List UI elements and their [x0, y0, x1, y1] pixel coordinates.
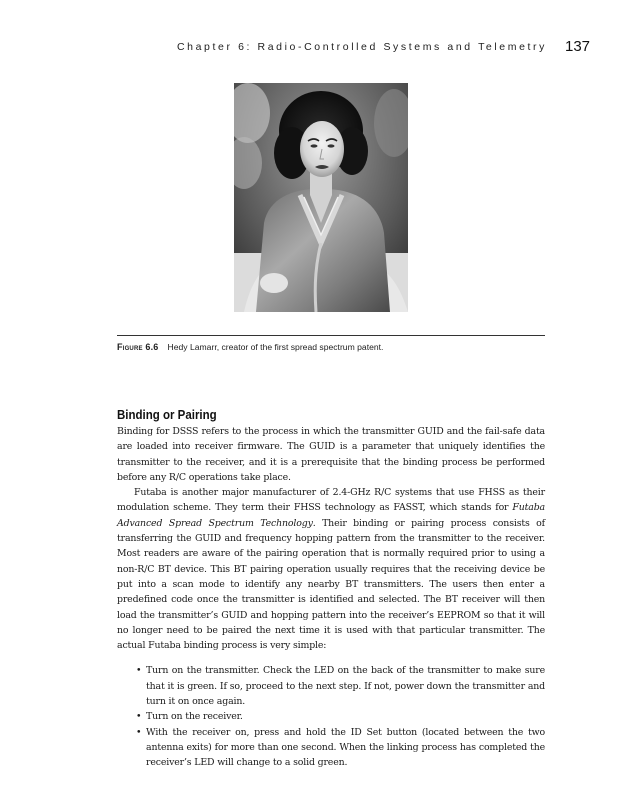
paragraph-futaba: [117, 485, 545, 653]
figure-caption: [117, 342, 545, 352]
bullet-icon: •: [136, 711, 142, 723]
list-item: [117, 663, 545, 709]
binding-steps-list: [117, 663, 545, 770]
list-item-text: Turn on the transmitter. Check the LED on the back of the transmitter to make sure that it is green. If so, proceed to the next step. If not, power down the transmitter and turn it on once again.: [146, 665, 545, 708]
paragraph-futaba-italic: Futaba Advanced Spread Spectrum Technology: [117, 502, 545, 529]
caption-rule: [117, 335, 545, 336]
portrait-photo-icon: [234, 83, 408, 312]
running-header: Chapter 6: Radio-Controlled Systems and Telemetry: [177, 41, 547, 53]
figure-caption-text: Hedy Lamarr, creator of the first spread spectrum patent.: [167, 342, 384, 352]
bullet-icon: •: [136, 726, 142, 738]
paragraph-futaba-part2: . Their binding or pairing process consists of transferring the GUID and frequency hopping pattern from the transmitter to the receiver. Most readers are aware of the pairing operation that is normally required prior to using a non-R/C BT device. This BT pairing operation usually requires that the receiving device be put into a scan mode to identify any nearby BT transmitters. The users then enter a predefined code once the transmitter is identified and selected. The BT receiver will then load the transmitter’s GUID and hopping pattern into the receiver’s EEPROM so that it will no longer need to be paired the next time it is used with that particular transmitter. The actual Futaba binding process is very simple:: [117, 517, 545, 652]
figure-label: Figure 6.6: [117, 342, 159, 352]
bullet-icon: •: [136, 665, 142, 677]
section-heading: Binding or Pairing: [117, 408, 217, 422]
list-item-text: Turn on the receiver.: [146, 711, 243, 723]
page-number: 137: [565, 38, 591, 55]
body-text: [117, 424, 545, 771]
paragraph-binding-dsss: Binding for DSSS refers to the process in which the transmitter GUID and the fail-safe data are loaded into receiver firmware. The GUID is a parameter that uniquely identifies the transmitter to the receiver, and it is a prerequisite that the binding process be performed before any R/C operations take place.: [117, 426, 545, 483]
paragraph-futaba-part1: Futaba is another major manufacturer of 2.4-GHz R/C systems that use FHSS as their modulation scheme. They term their FHSS technology as FASST, which stands for: [117, 487, 545, 514]
list-item: [117, 709, 545, 724]
list-item: [117, 725, 545, 771]
list-item-text: With the receiver on, press and hold the ID Set button (located between the two antenna exits) for more than one second. When the linking process has completed the receiver’s LED will change to a solid green.: [146, 726, 545, 769]
